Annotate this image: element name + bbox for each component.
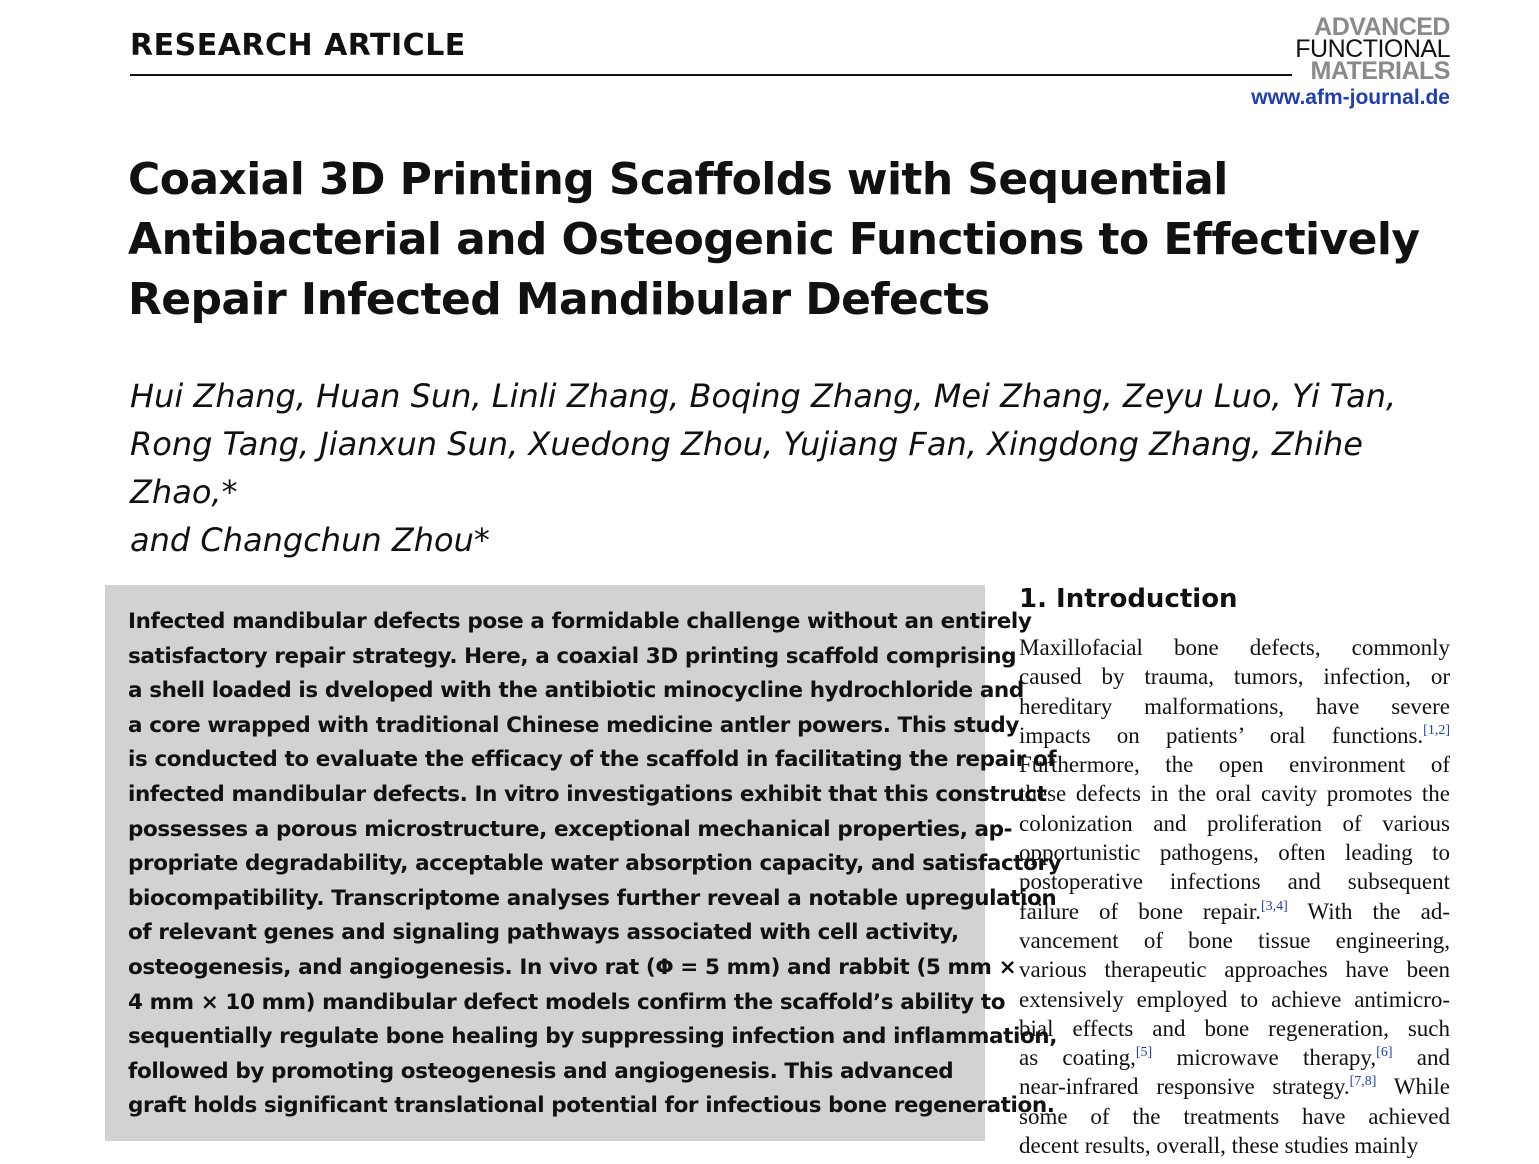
paragraph-line xyxy=(1019,662,1450,691)
abstract-line: is conducted to evaluate the efficacy of the scaffold in facilitating the repair of xyxy=(128,747,1057,773)
article-type-label: RESEARCH ARTICLE xyxy=(130,28,466,63)
paragraph-text: and xyxy=(1392,1045,1450,1071)
journal-url-link[interactable]: www.afm-journal.de xyxy=(1251,86,1450,109)
paragraph-text: hereditary malformations, have severe xyxy=(1019,693,1450,719)
abstract-line: a shell loaded is dveloped with the antibiotic minocycline hydrochloride and xyxy=(128,678,1024,704)
citation-link[interactable]: [1,2] xyxy=(1423,722,1450,738)
paragraph-line xyxy=(1019,750,1450,779)
paragraph-text: near-infrared responsive strategy. xyxy=(1019,1074,1350,1100)
journal-logo-line: FUNCTIONAL xyxy=(1295,35,1450,63)
paragraph-line xyxy=(1019,721,1450,750)
paragraph-text: various therapeutic approaches have been xyxy=(1019,957,1450,983)
abstract-line: possesses a porous microstructure, exceptional mechanical properties, ap- xyxy=(128,816,1013,842)
paragraph-text: Maxillofacial bone defects, commonly xyxy=(1019,635,1450,660)
abstract-line: 4 mm × 10 mm) mandibular defect models confirm the scaffold’s ability to xyxy=(128,989,1006,1015)
paragraph-line xyxy=(1019,955,1450,984)
header-divider xyxy=(130,74,1292,76)
paragraph-line xyxy=(1019,926,1450,955)
paragraph-text: impacts on patients’ oral functions. xyxy=(1019,722,1424,748)
abstract-line: Infected mandibular defects pose a formidable challenge without an entirely xyxy=(128,609,1032,634)
paragraph-text: caused by trauma, tumors, infection, or xyxy=(1019,664,1450,690)
abstract-line: biocompatibility. Transcriptome analyses further reveal a notable upregulation xyxy=(128,885,1057,911)
introduction-body xyxy=(1019,633,1450,1160)
paragraph-text: decent results, overall, these studies mainly xyxy=(1019,1133,1419,1159)
journal-logo-line: MATERIALS xyxy=(1310,57,1450,85)
paragraph-text: these defects in the oral cavity promotes the xyxy=(1019,781,1450,807)
citation-link[interactable]: [7,8] xyxy=(1349,1074,1377,1090)
author-line: and Changchun Zhou* xyxy=(130,521,490,559)
paragraph-text: some of the treatments have achieved xyxy=(1019,1103,1450,1129)
abstract-line: a core wrapped with traditional Chinese medicine antler powers. This study xyxy=(128,712,1019,738)
abstract-line: graft holds significant translational potential for infectious bone regeneration. xyxy=(128,1093,1055,1119)
paragraph-line xyxy=(1019,1102,1450,1131)
section-heading-introduction: 1. Introduction xyxy=(1019,584,1238,614)
author-list xyxy=(130,372,1430,564)
abstract-line: of relevant genes and signaling pathways associated with cell activity, xyxy=(128,920,959,946)
paragraph-text: extensively employed to achieve antimicro- xyxy=(1019,986,1450,1012)
abstract-line: satisfactory repair strategy. Here, a coaxial 3D printing scaffold comprising xyxy=(128,643,1017,669)
citation-link[interactable]: [3,4] xyxy=(1261,898,1288,914)
abstract-box xyxy=(105,585,1062,1141)
journal-logo-line: ADVANCED xyxy=(1314,13,1450,41)
paragraph-text: While xyxy=(1376,1074,1450,1100)
paragraph-line xyxy=(1019,1043,1450,1072)
paragraph-line xyxy=(1019,779,1450,808)
paragraph-text: failure of bone repair. xyxy=(1019,898,1262,924)
paragraph-line xyxy=(1019,1131,1450,1160)
paragraph-text: With the ad- xyxy=(1287,898,1450,924)
paragraph-line xyxy=(1019,809,1450,838)
paragraph-line xyxy=(1019,985,1450,1014)
paragraph-line xyxy=(1019,867,1450,896)
paragraph-line xyxy=(1019,897,1450,926)
paragraph-text: opportunistic pathogens, often leading to xyxy=(1019,840,1450,866)
journal-logo xyxy=(1290,13,1450,85)
abstract-line: sequentially regulate bone healing by suppressing infection and inflammation, xyxy=(128,1024,1057,1050)
abstract-line: infected mandibular defects. In vitro investigations exhibit that this construct xyxy=(128,781,1047,807)
paragraph-line xyxy=(1019,1014,1450,1043)
citation-link[interactable]: [5] xyxy=(1135,1045,1153,1061)
author-line: Hui Zhang, Huan Sun, Linli Zhang, Boqing Zhang, Mei Zhang, Zeyu Luo, Yi Tan, xyxy=(130,377,1397,415)
paragraph-line xyxy=(1019,692,1450,721)
paragraph-line xyxy=(1019,633,1450,662)
paragraph-text: bial effects and bone regeneration, such xyxy=(1019,1015,1450,1041)
paragraph-line xyxy=(1019,838,1450,867)
citation-link[interactable]: [6] xyxy=(1376,1045,1393,1061)
paragraph-text: Furthermore, the open environment of xyxy=(1019,752,1450,778)
article-title: Coaxial 3D Printing Scaffolds with Sequential Antibacterial and Osteogenic Functions to Effectively Repair Infected Mandibular Defects xyxy=(128,154,1420,325)
paragraph-text: vancement of bone tissue engineering, xyxy=(1019,927,1450,953)
abstract-line: propriate degradability, acceptable water absorption capacity, and satisfactory xyxy=(128,851,1062,877)
paragraph-line xyxy=(1019,1072,1450,1101)
abstract-line: followed by promoting osteogenesis and angiogenesis. This advanced xyxy=(128,1058,954,1084)
author-line: Rong Tang, Jianxun Sun, Xuedong Zhou, Yujiang Fan, Xingdong Zhang, Zhihe Zhao,* xyxy=(130,425,1363,511)
paragraph-text: microwave therapy, xyxy=(1152,1045,1377,1071)
paragraph-text: as coating, xyxy=(1019,1045,1136,1071)
paragraph-text: colonization and proliferation of various xyxy=(1019,810,1450,836)
abstract-line: osteogenesis, and angiogenesis. In vivo rat (Φ = 5 mm) and rabbit (5 mm × xyxy=(128,954,1017,980)
paragraph-text: postoperative infections and subsequent xyxy=(1019,869,1450,895)
